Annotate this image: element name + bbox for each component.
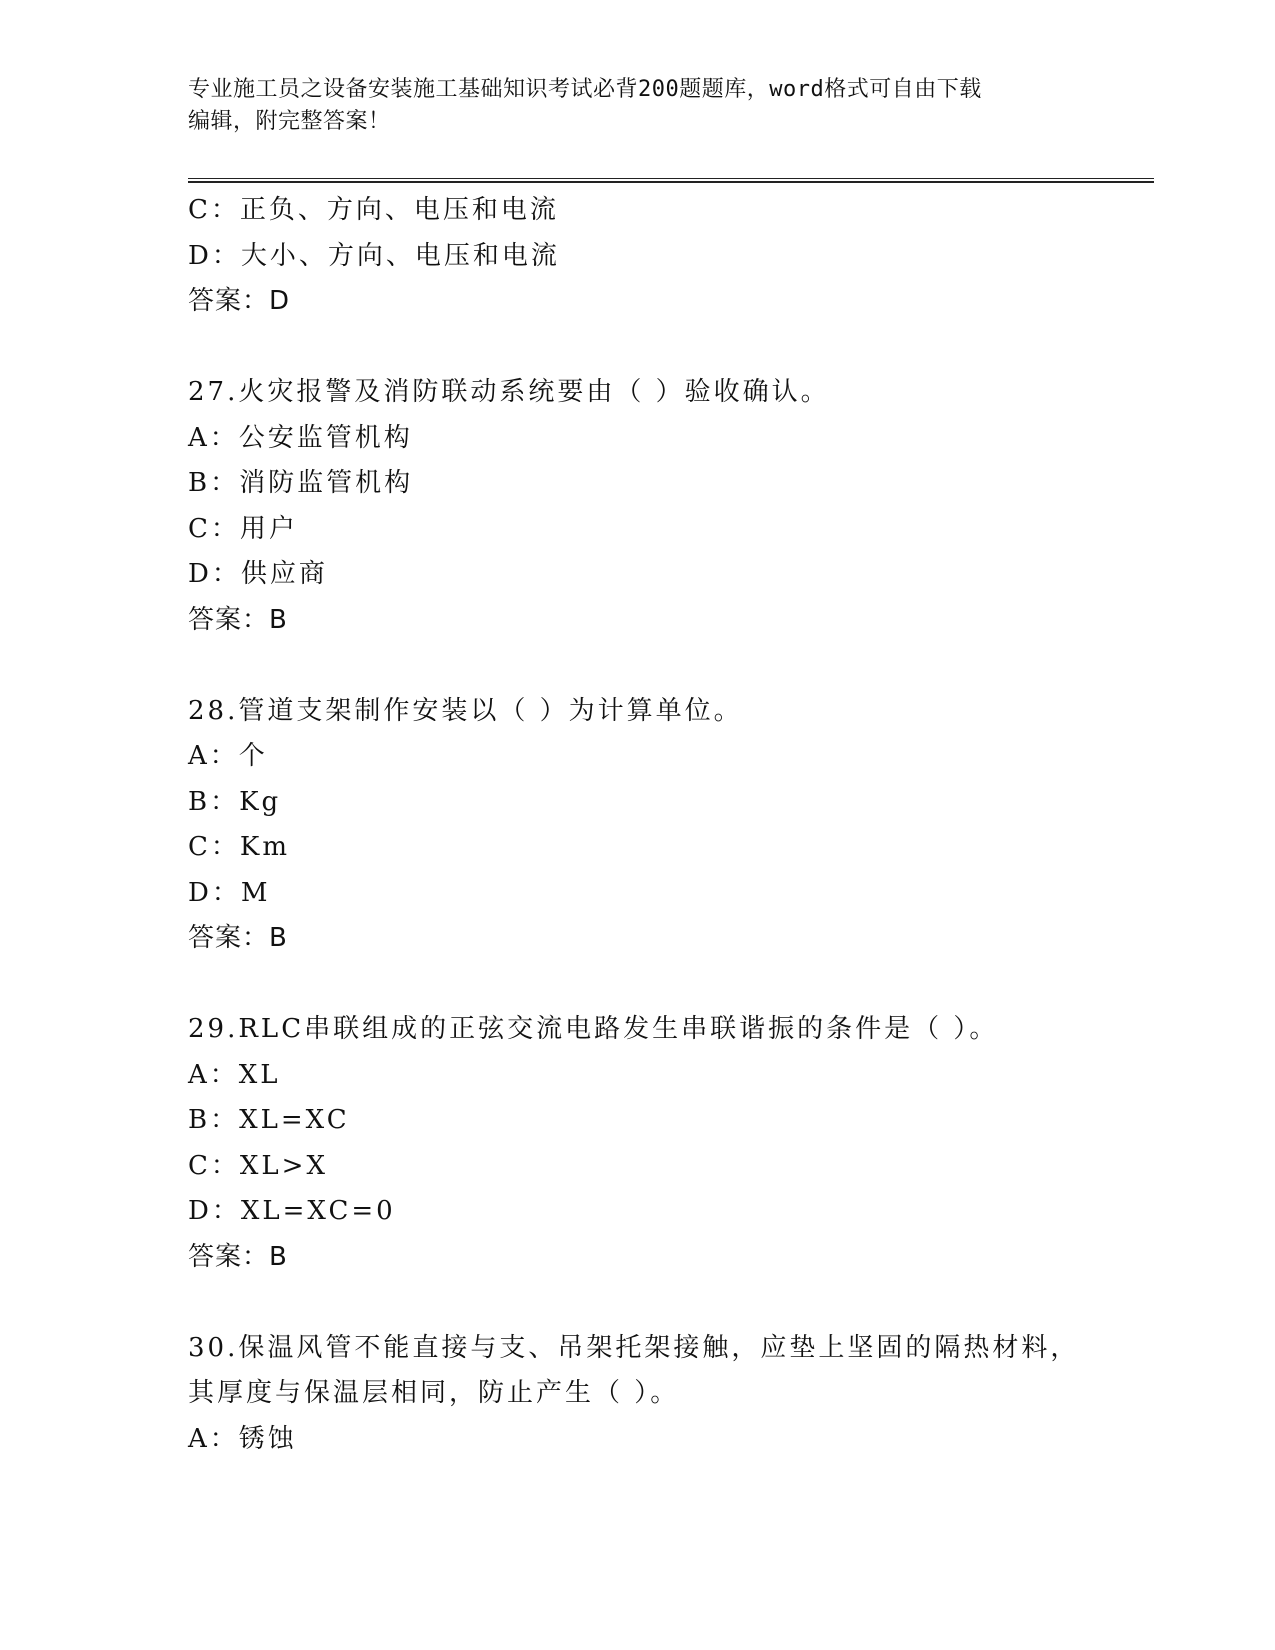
header-title-line-1: 专业施工员之设备安装施工基础知识考试必背200题题库，word格式可自由下载 xyxy=(188,77,982,102)
q27-option-b: B：消防监管机构 xyxy=(188,468,414,498)
q28-answer: 答案：B xyxy=(188,923,288,953)
q30-option-a: A：锈蚀 xyxy=(188,1423,297,1454)
q26-option-c: C：正负、方向、电压和电流 xyxy=(188,195,559,225)
q29-stem: 29.RLC串联组成的正弦交流电路发生串联谐振的条件是（ ）。 xyxy=(188,1014,999,1044)
q28-option-d: D：M xyxy=(188,877,271,908)
q29-option-d: D：XL=XC=0 xyxy=(188,1196,396,1226)
q27-option-d: D：供应商 xyxy=(188,559,328,589)
q29-option-c: C：XL>X xyxy=(188,1150,328,1181)
q29-option-b: B：XL=XC xyxy=(188,1105,350,1135)
q30-stem-line-1: 30.保温风管不能直接与支、吊架托架接触，应垫上坚固的隔热材料， xyxy=(188,1332,1080,1363)
q28-option-a: A：个 xyxy=(188,741,268,771)
q28-stem: 28.管道支架制作安装以（ ）为计算单位。 xyxy=(188,695,743,726)
spacer xyxy=(188,1280,1088,1326)
q27-answer: 答案：B xyxy=(188,604,288,635)
q28-option-c: C：Km xyxy=(188,832,290,862)
spacer xyxy=(188,643,1088,689)
q27-stem: 27.火灾报警及消防联动系统要由（ ）验收确认。 xyxy=(188,377,830,407)
header-divider xyxy=(188,178,1154,183)
document-header xyxy=(188,74,1068,138)
header-title-line-2: 编辑，附完整答案！ xyxy=(188,109,391,134)
q30-stem-line-2: 其厚度与保温层相同，防止产生（ ）。 xyxy=(188,1378,680,1408)
q29-answer: 答案：B xyxy=(188,1241,288,1272)
q28-option-b: B：Kg xyxy=(188,786,282,817)
q29-option-a: A：XL xyxy=(188,1059,281,1090)
q26-option-d: D：大小、方向、电压和电流 xyxy=(188,240,560,271)
q26-answer: 答案：D xyxy=(188,286,291,316)
q27-option-a: A：公安监管机构 xyxy=(188,422,413,453)
spacer xyxy=(188,962,1088,1008)
question-content xyxy=(188,188,1088,1462)
q27-option-c: C：用户 xyxy=(188,513,298,544)
spacer xyxy=(188,325,1088,371)
